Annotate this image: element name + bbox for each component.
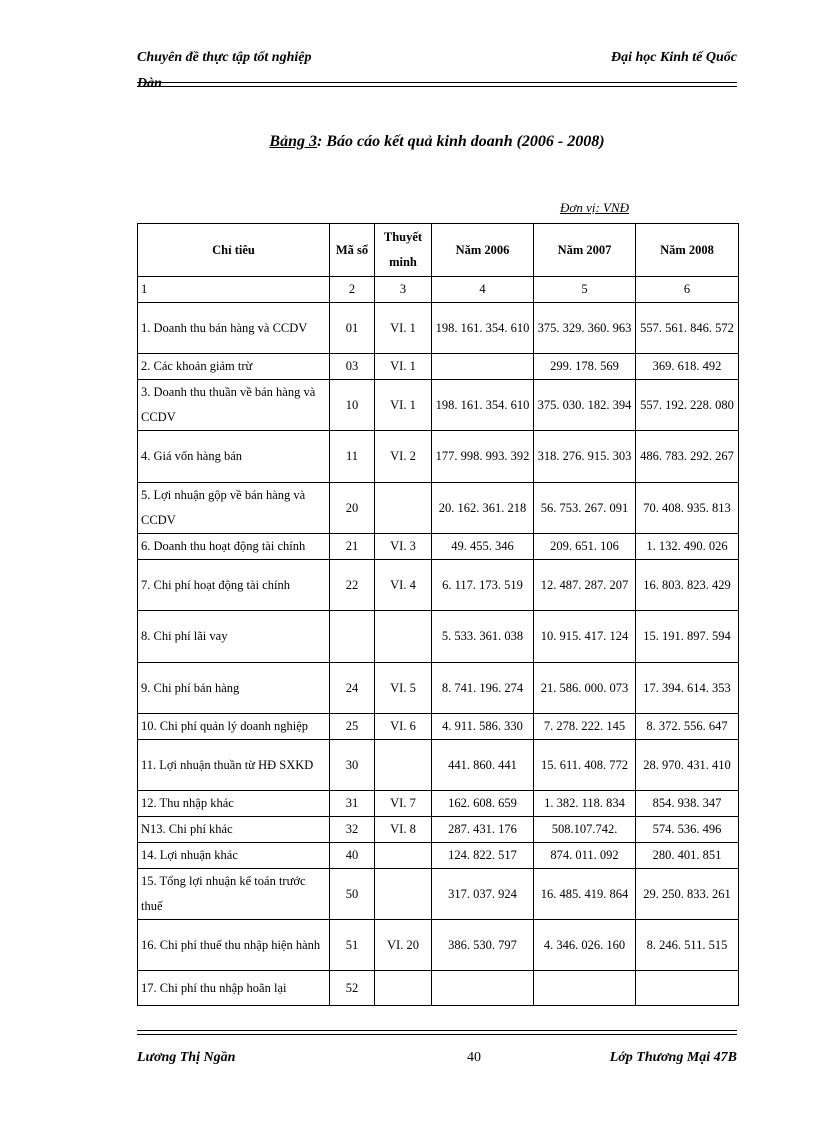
row-2006-cell: 198. 161. 354. 610 xyxy=(432,303,534,354)
row-2008-cell: 8. 372. 556. 647 xyxy=(636,714,739,740)
row-code-cell: 10 xyxy=(330,380,375,431)
row-note-cell: VI. 6 xyxy=(375,714,432,740)
col-header-name: Chỉ tiêu xyxy=(138,224,330,277)
row-2006-cell: 441. 860. 441 xyxy=(432,740,534,791)
row-2006-cell: 49. 455. 346 xyxy=(432,534,534,560)
table-row xyxy=(138,843,739,869)
row-code-cell: 52 xyxy=(330,971,375,1006)
col-header-code: Mã số xyxy=(330,224,375,277)
row-name-cell: 12. Thu nhập khác xyxy=(138,791,330,817)
title-label: Bảng 3 xyxy=(269,133,317,150)
row-2007-cell: 15. 611. 408. 772 xyxy=(534,740,636,791)
row-2006-cell: 8. 741. 196. 274 xyxy=(432,663,534,714)
row-2006-cell: 317. 037. 924 xyxy=(432,869,534,920)
row-code-cell: 22 xyxy=(330,560,375,611)
row-note-cell: VI. 1 xyxy=(375,303,432,354)
row-name-cell: 11. Lợi nhuận thuần từ HĐ SXKD xyxy=(138,740,330,791)
table-row xyxy=(138,303,739,354)
row-note-cell xyxy=(375,843,432,869)
table-row xyxy=(138,817,739,843)
row-code-cell: 30 xyxy=(330,740,375,791)
row-note-cell xyxy=(375,611,432,663)
page-number: 40 xyxy=(467,1050,481,1065)
row-2007-cell: 209. 651. 106 xyxy=(534,534,636,560)
row-2007-cell: 375. 030. 182. 394 xyxy=(534,380,636,431)
col-header-2006: Năm 2006 xyxy=(432,224,534,277)
row-name-cell: 5. Lợi nhuận gộp về bán hàng và CCDV xyxy=(138,483,330,534)
row-code-cell: 50 xyxy=(330,869,375,920)
header-left-text: Chuyên đề thực tập tốt nghiệp xyxy=(137,50,312,65)
header-left-wrap-text: Đàn xyxy=(137,76,162,91)
row-2006-cell xyxy=(432,354,534,380)
row-note-cell: VI. 5 xyxy=(375,663,432,714)
table-row xyxy=(138,611,739,663)
table-row xyxy=(138,740,739,791)
row-2008-cell: 29. 250. 833. 261 xyxy=(636,869,739,920)
row-2008-cell: 28. 970. 431. 410 xyxy=(636,740,739,791)
row-code-cell: 31 xyxy=(330,791,375,817)
row-2008-cell: 16. 803. 823. 429 xyxy=(636,560,739,611)
table-row xyxy=(138,354,739,380)
row-code-cell: 11 xyxy=(330,431,375,483)
col-header-2008: Năm 2008 xyxy=(636,224,739,277)
row-2007-cell: 12. 487. 287. 207 xyxy=(534,560,636,611)
row-2007-cell: 16. 485. 419. 864 xyxy=(534,869,636,920)
row-2006-cell: 386. 530. 797 xyxy=(432,920,534,971)
table-row xyxy=(138,431,739,483)
row-code-cell: 32 xyxy=(330,817,375,843)
row-name-cell: 7. Chi phí hoạt động tài chính xyxy=(138,560,330,611)
row-2008-cell: 557. 192. 228. 080 xyxy=(636,380,739,431)
row-2008-cell: 486. 783. 292. 267 xyxy=(636,431,739,483)
row-code-cell: 51 xyxy=(330,920,375,971)
row-2006-cell: 287. 431. 176 xyxy=(432,817,534,843)
col-header-note: Thuyết minh xyxy=(375,224,432,277)
table-row xyxy=(138,483,739,534)
table-header-row xyxy=(138,224,739,277)
table-row xyxy=(138,534,739,560)
row-note-cell: VI. 1 xyxy=(375,380,432,431)
footer-author: Lương Thị Ngần xyxy=(137,1050,236,1065)
row-2007-cell: 21. 586. 000. 073 xyxy=(534,663,636,714)
row-2006-cell: 20. 162. 361. 218 xyxy=(432,483,534,534)
index-cell: 2 xyxy=(330,277,375,303)
row-2006-cell: 6. 117. 173. 519 xyxy=(432,560,534,611)
row-name-cell: 17. Chi phí thu nhập hoãn lại xyxy=(138,971,330,1006)
index-cell: 4 xyxy=(432,277,534,303)
row-name-cell: 16. Chi phí thuế thu nhập hiện hành xyxy=(138,920,330,971)
row-2007-cell: 874. 011. 092 xyxy=(534,843,636,869)
footer-class: Lớp Thương Mại 47B xyxy=(609,1050,737,1065)
row-note-cell: VI. 8 xyxy=(375,817,432,843)
table-row xyxy=(138,869,739,920)
row-2007-cell xyxy=(534,971,636,1006)
row-note-cell xyxy=(375,740,432,791)
row-name-cell: 15. Tổng lợi nhuận kế toán trước thuế xyxy=(138,869,330,920)
table-row xyxy=(138,971,739,1006)
index-cell: 5 xyxy=(534,277,636,303)
row-code-cell: 01 xyxy=(330,303,375,354)
row-2008-cell: 1. 132. 490. 026 xyxy=(636,534,739,560)
row-2008-cell: 369. 618. 492 xyxy=(636,354,739,380)
row-2007-cell: 10. 915. 417. 124 xyxy=(534,611,636,663)
table-row xyxy=(138,920,739,971)
row-name-cell: 1. Doanh thu bán hàng và CCDV xyxy=(138,303,330,354)
row-2006-cell: 124. 822. 517 xyxy=(432,843,534,869)
row-2008-cell: 574. 536. 496 xyxy=(636,817,739,843)
row-2006-cell xyxy=(432,971,534,1006)
row-2008-cell: 17. 394. 614. 353 xyxy=(636,663,739,714)
col-header-2007: Năm 2007 xyxy=(534,224,636,277)
row-2006-cell: 198. 161. 354. 610 xyxy=(432,380,534,431)
row-2008-cell xyxy=(636,971,739,1006)
row-2008-cell: 15. 191. 897. 594 xyxy=(636,611,739,663)
page-footer xyxy=(137,1050,737,1070)
title-text: : Báo cáo kết quả kinh doanh (2006 - 2008) xyxy=(317,133,605,150)
row-code-cell: 40 xyxy=(330,843,375,869)
income-statement-table xyxy=(137,223,739,1006)
table-row xyxy=(138,560,739,611)
row-2007-cell: 318. 276. 915. 303 xyxy=(534,431,636,483)
row-name-cell: 2. Các khoản giảm trừ xyxy=(138,354,330,380)
row-name-cell: 10. Chi phí quản lý doanh nghiệp xyxy=(138,714,330,740)
row-note-cell: VI. 2 xyxy=(375,431,432,483)
row-name-cell: N13. Chi phí khác xyxy=(138,817,330,843)
row-code-cell xyxy=(330,611,375,663)
row-note-cell: VI. 1 xyxy=(375,354,432,380)
row-2006-cell: 5. 533. 361. 038 xyxy=(432,611,534,663)
row-2007-cell: 508.107.742. xyxy=(534,817,636,843)
row-2006-cell: 162. 608. 659 xyxy=(432,791,534,817)
row-name-cell: 3. Doanh thu thuần về bán hàng và CCDV xyxy=(138,380,330,431)
row-code-cell: 20 xyxy=(330,483,375,534)
index-cell: 6 xyxy=(636,277,739,303)
row-2006-cell: 4. 911. 586. 330 xyxy=(432,714,534,740)
row-code-cell: 25 xyxy=(330,714,375,740)
row-note-cell xyxy=(375,869,432,920)
row-2007-cell: 7. 278. 222. 145 xyxy=(534,714,636,740)
footer-rule xyxy=(137,1030,737,1035)
page-header xyxy=(137,48,737,94)
table-row xyxy=(138,380,739,431)
row-2008-cell: 854. 938. 347 xyxy=(636,791,739,817)
row-2007-cell: 375. 329. 360. 963 xyxy=(534,303,636,354)
index-row xyxy=(138,277,739,303)
row-2007-cell: 56. 753. 267. 091 xyxy=(534,483,636,534)
row-code-cell: 21 xyxy=(330,534,375,560)
row-2007-cell: 1. 382. 118. 834 xyxy=(534,791,636,817)
row-name-cell: 4. Giá vốn hàng bán xyxy=(138,431,330,483)
table-row xyxy=(138,791,739,817)
row-note-cell: VI. 4 xyxy=(375,560,432,611)
row-2008-cell: 557. 561. 846. 572 xyxy=(636,303,739,354)
row-2008-cell: 70. 408. 935. 813 xyxy=(636,483,739,534)
row-name-cell: 9. Chi phí bán hàng xyxy=(138,663,330,714)
row-name-cell: 6. Doanh thu hoạt động tài chính xyxy=(138,534,330,560)
row-2006-cell: 177. 998. 993. 392 xyxy=(432,431,534,483)
row-2007-cell: 299. 178. 569 xyxy=(534,354,636,380)
row-note-cell xyxy=(375,483,432,534)
row-note-cell: VI. 20 xyxy=(375,920,432,971)
row-note-cell: VI. 7 xyxy=(375,791,432,817)
row-name-cell: 14. Lợi nhuận khác xyxy=(138,843,330,869)
header-right-text: Đại học Kinh tế Quốc xyxy=(610,50,737,65)
index-cell: 3 xyxy=(375,277,432,303)
row-code-cell: 24 xyxy=(330,663,375,714)
row-name-cell: 8. Chi phí lãi vay xyxy=(138,611,330,663)
index-cell: 1 xyxy=(138,277,330,303)
row-code-cell: 03 xyxy=(330,354,375,380)
row-2008-cell: 8. 246. 511. 515 xyxy=(636,920,739,971)
header-rule xyxy=(137,82,737,87)
row-note-cell: VI. 3 xyxy=(375,534,432,560)
row-2007-cell: 4. 346. 026. 160 xyxy=(534,920,636,971)
table-row xyxy=(138,663,739,714)
page-title xyxy=(137,133,737,151)
unit-label: Đơn vị: VNĐ xyxy=(560,200,630,215)
row-note-cell xyxy=(375,971,432,1006)
table-row xyxy=(138,714,739,740)
row-2008-cell: 280. 401. 851 xyxy=(636,843,739,869)
